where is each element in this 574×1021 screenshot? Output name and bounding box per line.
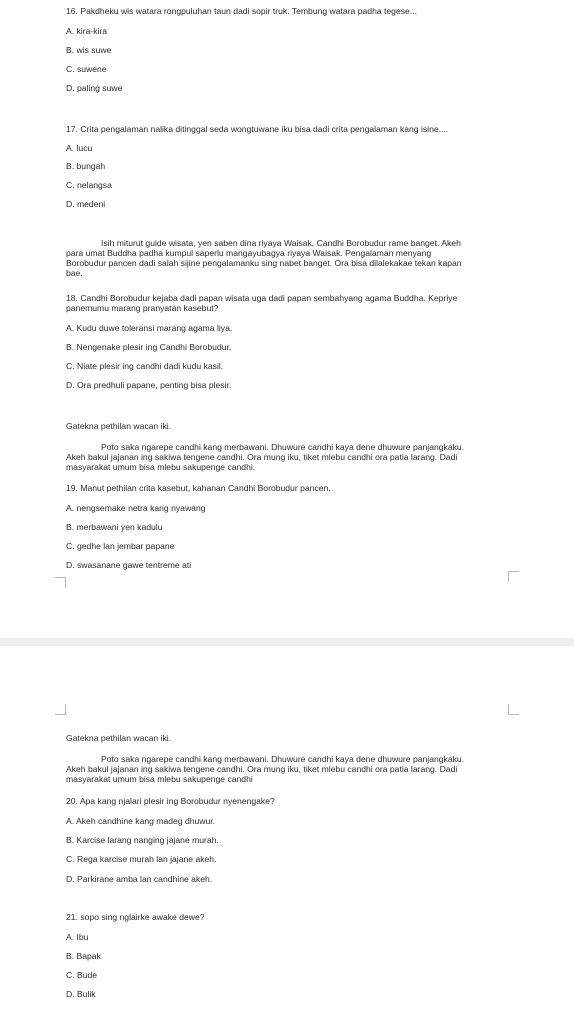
question-17: 17. Crita pengalaman nalika ditinggal seda wongtuwane iku bisa dadi crita pengalaman kang isine.... <box>66 124 449 134</box>
question-18-line-2: panemumu marang pranyatan kasebut? <box>66 303 219 313</box>
q18-option-c: C. Niate plesir ing candhi dadi kudu kasil. <box>66 361 224 371</box>
q21-option-c: C. Bude <box>66 970 98 980</box>
q19-option-a: A. nengsemake netra kang nyawang <box>66 503 206 513</box>
passage-3-line-3: masyarakat umum bisa mlebu sakupenge candhi <box>66 774 253 784</box>
question-21: 21. sopo sing nglairke awake dewe? <box>66 912 205 922</box>
passage-3-line-2: Akeh bakul jajanan ing sakiwa tengene candhi. Ora mung iku, tiket mlebu candhi ora patia larang. Dadi <box>66 764 458 774</box>
passage-1-line-3: Borobudur pancen dadi salah sijine pengalamanku sing nabet banget. Ora bisa dilalekakae tekan kapan <box>66 258 462 268</box>
q20-option-c: C. Rega karcise murah lan jajane akeh. <box>66 854 217 864</box>
q17-option-a: A. lucu <box>66 143 93 153</box>
q20-option-b: B. Karcise larang nanging jajane murah. <box>66 835 219 845</box>
q17-option-d: D. medeni <box>66 199 106 209</box>
passage-2-line-2: Akeh bakul jajanan ing sakiwa tengene candhi. Ora mung iku, tiket mlebu candhi ora patia larang. Dadi <box>66 452 458 462</box>
question-20: 20. Apa kang njalari plesir ing Borobudur nyenengake? <box>66 796 275 806</box>
page-separator <box>0 638 574 646</box>
q18-option-a: A. Kudu duwe toleransi marang agama liya. <box>66 323 233 333</box>
q21-option-d: D. Bulik <box>66 989 96 999</box>
passage-2-line-1: Poto saka ngarepe candhi kang merbawani. Dhuwure candhi kaya dene dhuwure panjangkaku. <box>101 442 465 452</box>
passage-2-line-3: masyarakat umum bisa mlebu sakupenge candhi. <box>66 462 256 472</box>
q19-option-d: D. swasanane gawe tentreme ati <box>66 560 192 570</box>
instruction-2: Gatekna pethilan wacan iki. <box>66 733 172 743</box>
q20-option-a: A. Akeh candhine kang madeg dhuwur. <box>66 816 216 826</box>
q20-option-d: D. Parkirane amba lan candhine akeh. <box>66 874 213 884</box>
q16-option-c: C. suwene <box>66 64 107 74</box>
margin-mark-bottom-left <box>55 577 66 588</box>
q21-option-b: B. Bapak <box>66 951 101 961</box>
q21-option-a: A. Ibu <box>66 932 89 942</box>
question-16: 16. Pakdheku wis watara rongpuluhan taun dadi sopir truk. Tembung watara padha tegese... <box>66 6 417 16</box>
passage-3-line-1: Poto saka ngarepe candhi kang merbawani. Dhuwure candhi kaya dene dhuwure panjangkaku. <box>101 754 465 764</box>
q16-option-d: D. paling suwe <box>66 83 123 93</box>
instruction-1: Gatekna pethilan wacan iki. <box>66 421 172 431</box>
q17-option-c: C. nelangsa <box>66 180 112 190</box>
q18-option-b: B. Nengenake plesir ing Candhi Borobudur. <box>66 342 232 352</box>
margin-mark-top-right <box>508 704 519 715</box>
passage-1-line-4: bae. <box>66 268 83 278</box>
passage-1-line-1: Isih miturut guide wisata, yen saben dina riyaya Waisak, Candhi Borobudur rame banget. Akeh <box>101 238 461 248</box>
q16-option-b: B. wis suwe <box>66 45 112 55</box>
q19-option-c: C. gedhe lan jembar papane <box>66 541 175 551</box>
margin-mark-top-left <box>55 704 66 715</box>
question-18-line-1: 18. Candhi Borobudur kejaba dadi papan wisata uga dadi papan sembahyang agama Buddha. Kepriye <box>66 293 458 303</box>
q18-option-d: D. Ora predhuli papane, penting bisa plesir. <box>66 380 232 390</box>
passage-1-line-2: para umat Buddha padha kumpul saperlu mangayubagya riyaya Waisak. Pengalaman menyang <box>66 248 432 258</box>
q16-option-a: A. kira-kira <box>66 26 108 36</box>
q17-option-b: B. bungah <box>66 161 106 171</box>
q19-option-b: B. merbawani yen kadulu <box>66 522 163 532</box>
question-19: 19. Manut pethilan crita kasebut, kahanan Candhi Borobudur pancen. <box>66 483 331 493</box>
document-page-2 <box>0 646 574 1021</box>
margin-mark-bottom-right <box>508 571 519 582</box>
